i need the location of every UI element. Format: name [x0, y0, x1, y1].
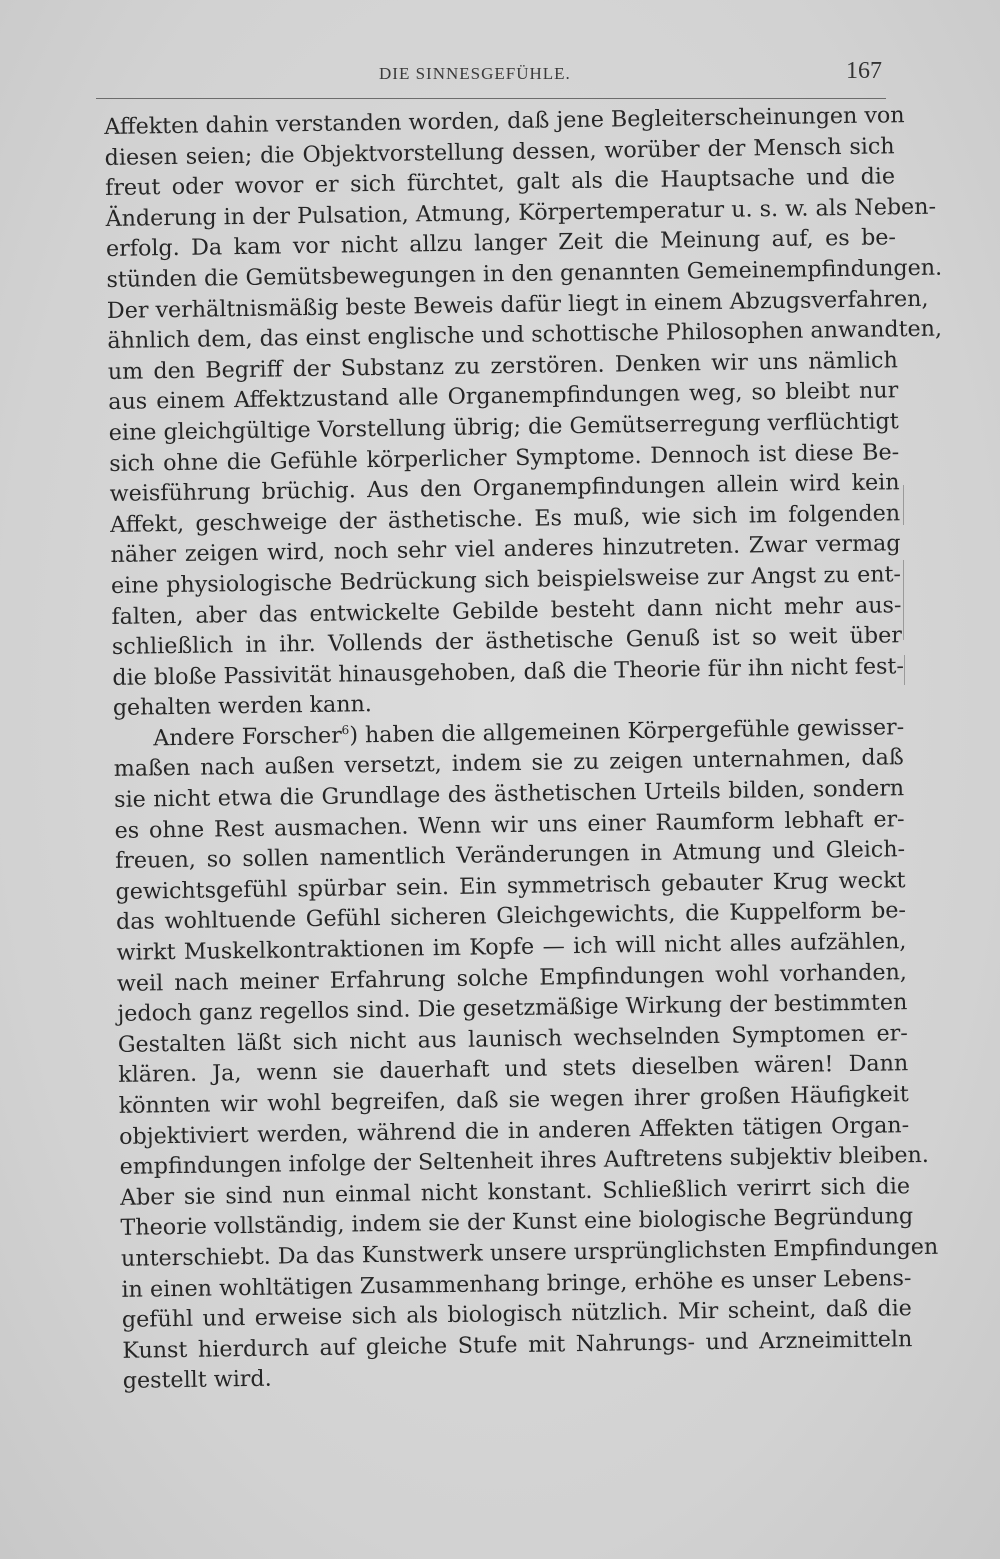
- text-segment: Andere Forscher: [153, 722, 342, 752]
- text-line: eine gleichgültige Vorstellung übrig; die Gemütserregung verflüchtigt: [108, 408, 899, 446]
- text-line: gewichtsgefühl spürbar sein. Ein symmetrisch gebauter Krug weckt: [115, 867, 906, 905]
- text-line: eine physiologische Bedrückung sich beispielsweise zur Angst zu ent-: [110, 561, 902, 599]
- text-line: Affekten dahin verstanden worden, daß jene Begleiterscheinungen von: [104, 102, 905, 140]
- text-line: Affekt, geschweige der ästhetische. Es muß, wie sich im folgenden: [109, 499, 901, 538]
- text-line: es ohne Rest ausmachen. Wenn wir uns einer Raumform lebhaft er-: [114, 805, 905, 844]
- text-line: näher zeigen wird, noch sehr viel anderes hinzutreten. Zwar vermag: [110, 530, 901, 569]
- footnote-reference: 6: [341, 722, 350, 738]
- text-line: sie nicht etwa die Grundlage des ästhetischen Urteils bilden, sondern: [114, 775, 905, 813]
- text-line: gefühl und erweise sich als biologisch nützlich. Mir scheint, daß die: [121, 1295, 913, 1334]
- margin-mark: [904, 655, 905, 685]
- text-line: Änderung in der Pulsation, Atmung, Körpertemperatur u. s. w. als Neben-: [105, 193, 937, 232]
- text-line: empfindungen infolge der Seltenheit ihres Auftretens subjektiv bleiben.: [119, 1142, 930, 1181]
- text-line: wirkt Muskelkontraktionen im Kopfe — ich will nicht alles aufzählen,: [116, 928, 907, 966]
- text-line: um den Begriff der Substanz zu zerstören. Denken wir uns nämlich: [107, 347, 898, 385]
- text-line: objektiviert werden, während die in anderen Affekten tätigen Organ-: [119, 1111, 910, 1150]
- text-line: unterschiebt. Da das Kunstwerk unsere ursprünglichsten Empfindungen: [120, 1233, 939, 1272]
- text-line: klären. Ja, wenn sie dauerhaft und stets dieselben wären! Dann: [118, 1050, 909, 1089]
- text-line: freuen, so sollen namentlich Veränderungen in Atmung und Gleich-: [114, 836, 906, 875]
- text-line: weil nach meiner Erfahrung solche Empfindungen wohl vorhanden,: [116, 958, 908, 997]
- text-line: die bloße Passivität hinausgehoben, daß die Theorie für ihn nicht fest-: [112, 652, 905, 691]
- text-line: aus einem Affektzustand alle Organempfindungen weg, so bleibt nur: [108, 377, 899, 416]
- text-line: freut oder wovor er sich fürchtet, galt als die Hauptsache und die: [104, 163, 896, 202]
- text-line: in einen wohltätigen Zusammenhang bringe, erhöhe es unser Lebens-: [121, 1264, 912, 1303]
- paragraph: [113, 712, 939, 1397]
- text-line: gestellt wird.: [122, 1365, 272, 1395]
- running-title: DIE SINNESGEFÜHLE.: [379, 64, 571, 83]
- text-line: maßen nach außen versetzt, indem sie zu zeigen unternahmen, daß: [113, 744, 904, 783]
- text-line: ähnlich dem, das einst englische und schottische Philosophen anwandten,: [107, 315, 943, 355]
- body-text: [104, 100, 943, 1397]
- paragraph: [104, 100, 943, 724]
- text-line: schließlich in ihr. Vollends der ästhetische Genuß ist so weit über: [111, 622, 903, 661]
- margin-mark: [903, 485, 904, 525]
- text-line: stünden die Gemütsbewegungen in den genannten Gemeinempfindungen.: [106, 254, 943, 293]
- text-line: gehalten werden kann.: [112, 691, 373, 722]
- text-line: jedoch ganz regellos sind. Die gesetzmäßige Wirkung der bestimmten: [117, 989, 908, 1028]
- text-line: Aber sie sind nun einmal nicht konstant. Schließlich verirrt sich die: [119, 1172, 911, 1211]
- text-line: erfolg. Da kam vor nicht allzu langer Zeit die Meinung auf, es be-: [105, 224, 897, 263]
- text-segment: ) haben die allgemeinen Körpergefühle gewisser-: [349, 714, 905, 749]
- margin-mark: [903, 560, 904, 640]
- text-line: Der verhältnismäßig beste Beweis dafür liegt in einem Abzugsverfahren,: [106, 285, 929, 324]
- text-line: Gestalten läßt sich nicht aus launisch wechselnden Symptomen er-: [117, 1019, 908, 1058]
- text-line: Theorie vollständig, indem sie der Kunst eine biologische Begründung: [120, 1203, 914, 1242]
- text-line: weisführung brüchig. Aus den Organempfindungen allein wird kein: [109, 469, 900, 508]
- text-line: Kunst hierdurch auf gleiche Stufe mit Nahrungs- und Arzneimitteln: [122, 1325, 913, 1364]
- page-header: [96, 58, 886, 99]
- text-line: falten, aber das entwickelte Gebilde besteht dann nicht mehr aus-: [111, 591, 902, 630]
- text-line: diesen seien; die Objektvorstellung dessen, worüber der Mensch sich: [104, 132, 895, 171]
- page-number: 167: [846, 58, 882, 84]
- text-line: das wohltuende Gefühl sicheren Gleichgewichts, die Kuppelform be-: [115, 897, 907, 936]
- text-line: könnten wir wohl begreifen, daß sie wegen ihrer großen Häufigkeit: [118, 1081, 909, 1119]
- text-line: sich ohne die Gefühle körperlicher Symptome. Dennoch ist diese Be-: [109, 438, 900, 477]
